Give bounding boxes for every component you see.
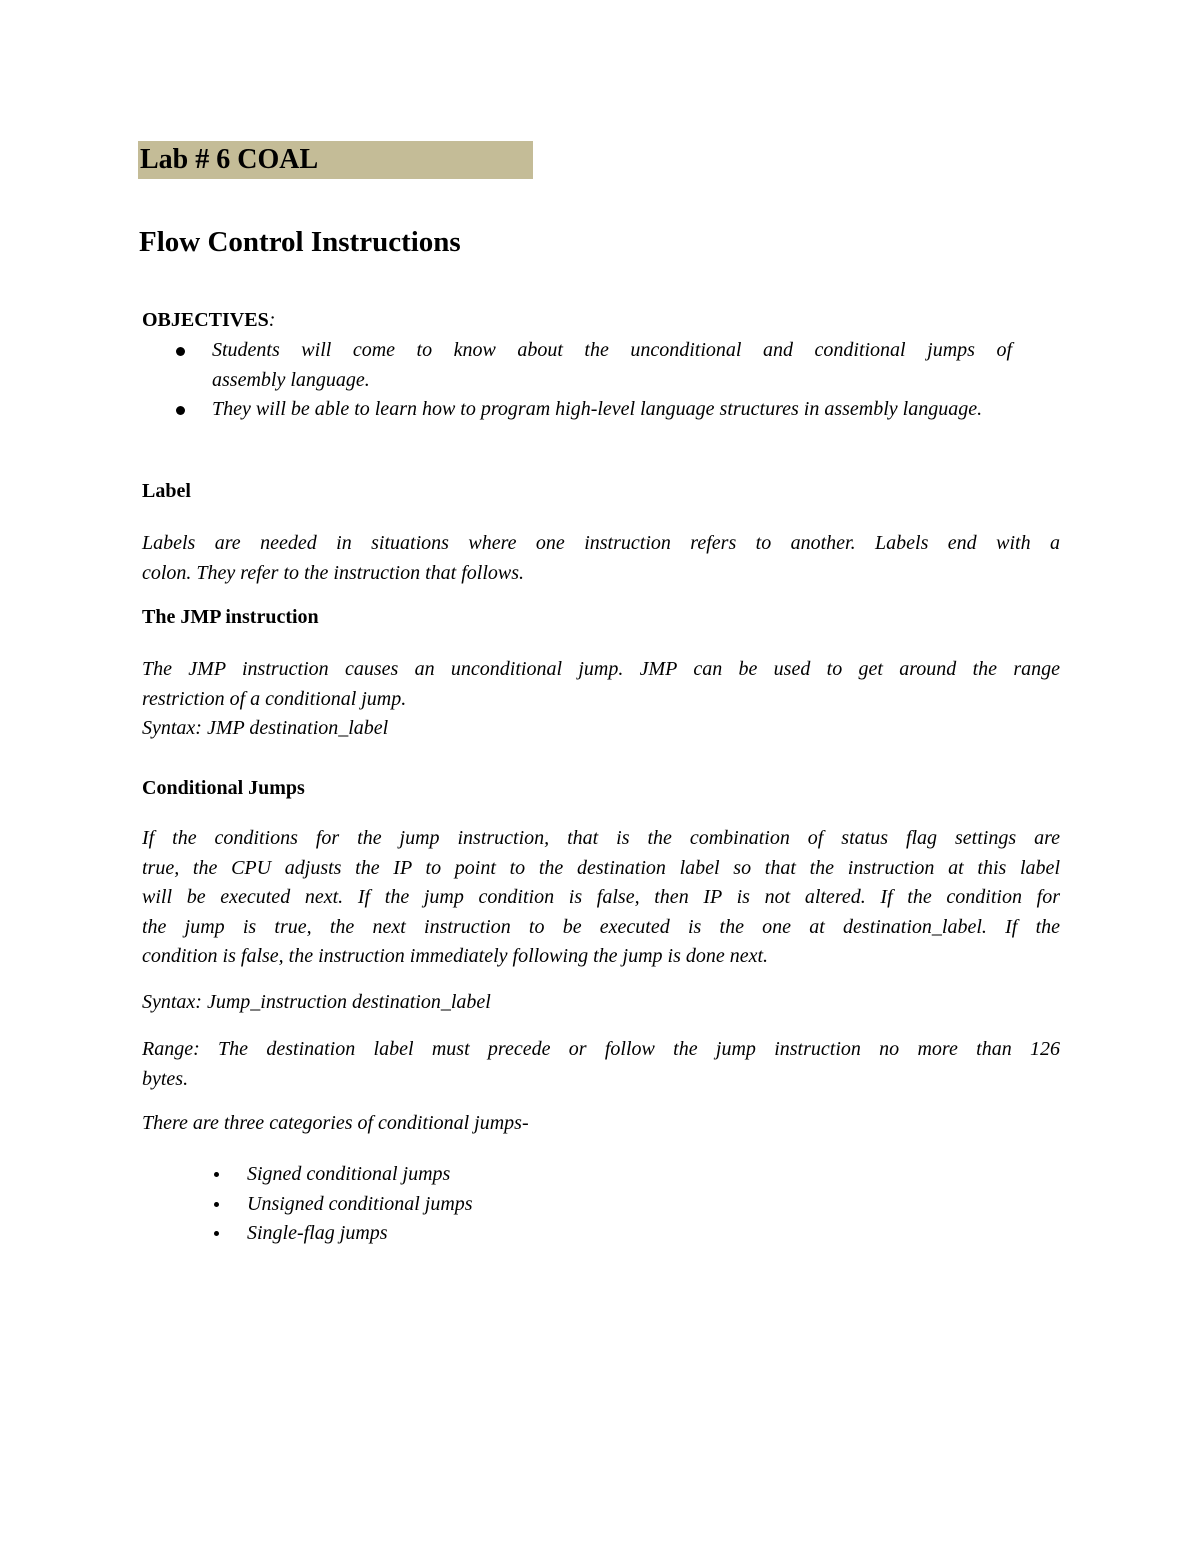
bullet-icon	[214, 1231, 219, 1236]
categories-list	[142, 1160, 473, 1249]
category-item: Unsigned conditional jumps	[247, 1192, 473, 1215]
jmp-line-1: The JMP instruction causes an unconditional jump. JMP can be used to get around the range	[142, 658, 1060, 680]
conditional-line-4: the jump is true, the next instruction to be executed is the one at destination_label. If the	[142, 915, 1060, 938]
list-item	[142, 1160, 473, 1190]
objectives-list	[142, 336, 1142, 425]
jmp-paragraph	[142, 655, 1060, 744]
jmp-heading: The JMP instruction	[142, 606, 319, 628]
range-line-2: bytes.	[142, 1067, 189, 1090]
bullet-icon	[176, 347, 185, 356]
objective-1-line-1: Students will come to know about the unconditional and conditional jumps of	[212, 339, 1012, 361]
range-paragraph	[142, 1035, 1060, 1094]
conditional-line-5: condition is false, the instruction immediately following the jump is done next.	[142, 945, 769, 967]
jmp-line-2: restriction of a conditional jump.	[142, 687, 407, 710]
objective-1-line-2: assembly language.	[212, 368, 370, 391]
list-item	[142, 395, 1142, 425]
objectives-heading-colon: :	[268, 309, 276, 331]
bullet-icon	[176, 406, 185, 415]
range-line-1: Range: The destination label must precede or follow the jump instruction no more than 126	[142, 1038, 1060, 1060]
objectives-heading	[142, 306, 275, 334]
objectives-heading-text: OBJECTIVES	[142, 309, 269, 331]
conditional-syntax: Syntax: Jump_instruction destination_label	[142, 991, 491, 1013]
page-title: Flow Control Instructions	[139, 226, 461, 258]
bullet-icon	[214, 1172, 219, 1177]
label-heading: Label	[142, 480, 191, 502]
conditional-line-1: If the conditions for the jump instruction, that is the combination of status flag settings are	[142, 827, 1060, 849]
list-item	[142, 336, 1142, 395]
conditional-line-3: will be executed next. If the jump condition is false, then IP is not altered. If the condition for	[142, 886, 1060, 908]
label-paragraph	[142, 529, 1060, 588]
label-line-1: Labels are needed in situations where one instruction refers to another. Labels end with a	[142, 532, 1060, 554]
lab-title: Lab # 6 COAL	[138, 141, 533, 179]
conditional-heading: Conditional Jumps	[142, 777, 305, 799]
categories-intro: There are three categories of conditional jumps-	[142, 1112, 529, 1134]
category-item: Signed conditional jumps	[247, 1163, 451, 1185]
conditional-line-2: true, the CPU adjusts the IP to point to the destination label so that the instruction at this label	[142, 856, 1060, 879]
jmp-syntax: Syntax: JMP destination_label	[142, 717, 389, 739]
conditional-paragraph	[142, 824, 1060, 972]
list-item	[142, 1219, 473, 1249]
objective-2-line-1: They will be able to learn how to program high-level language structures in assembly language.	[212, 398, 983, 420]
bullet-icon	[214, 1202, 219, 1207]
label-line-2: colon. They refer to the instruction that follows.	[142, 561, 525, 584]
list-item	[142, 1190, 473, 1220]
category-item: Single-flag jumps	[247, 1222, 388, 1244]
